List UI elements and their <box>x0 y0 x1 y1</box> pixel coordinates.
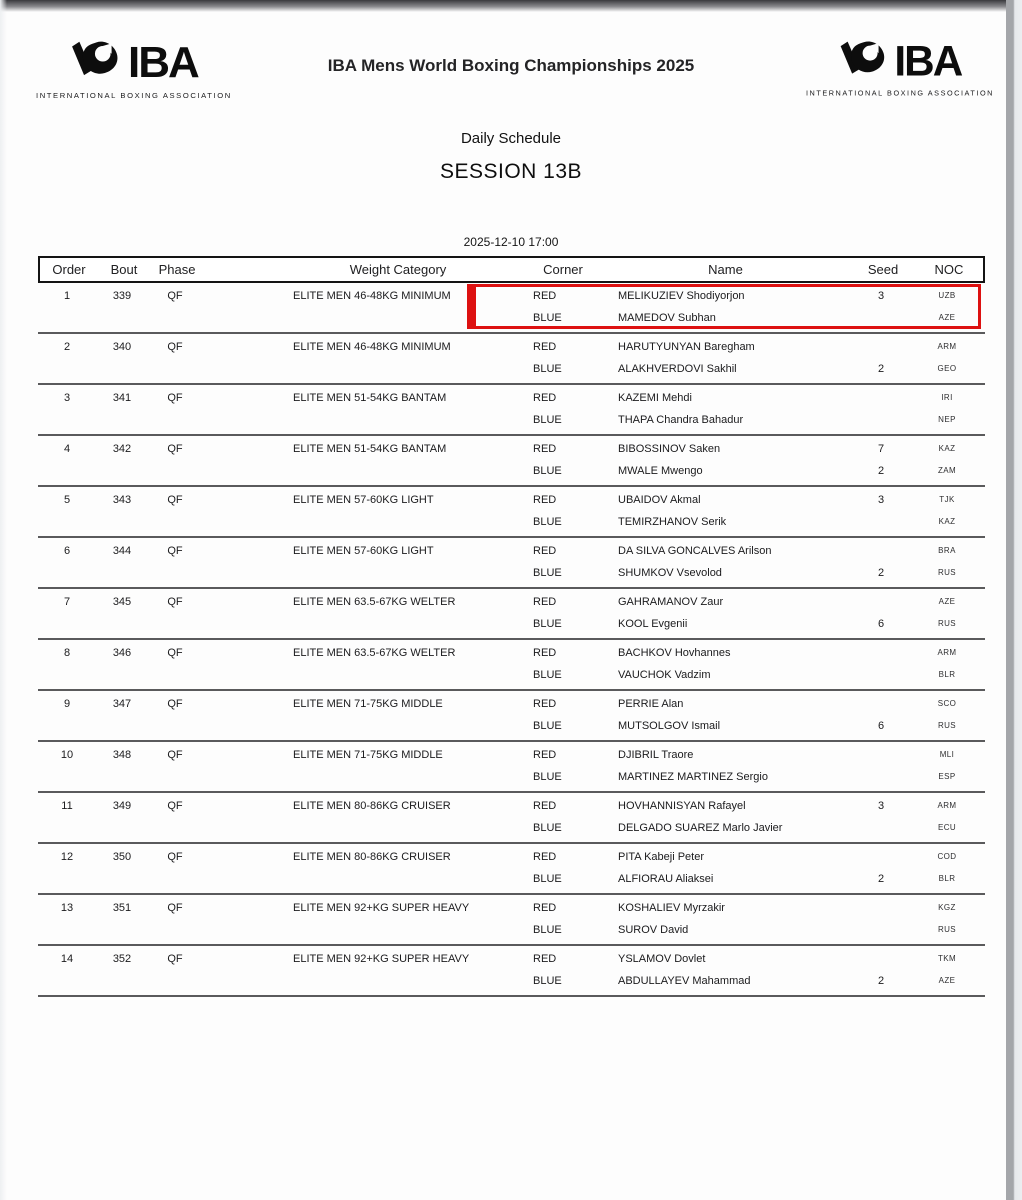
noc-blue: RUS <box>937 925 957 934</box>
corner-label-blue: BLUE <box>533 516 562 528</box>
boxing-glove-icon <box>70 38 122 87</box>
iba-logo-left <box>36 38 232 100</box>
seed-blue <box>851 818 911 838</box>
boxer-name-red: PERRIE Alan <box>618 698 684 710</box>
seed-blue: 6 <box>877 720 885 732</box>
corner-label-red: RED <box>533 800 557 812</box>
noc-red: KAZ <box>938 444 956 453</box>
table-row <box>38 334 985 385</box>
weight-category-cell: ELITE MEN 71-75KG MIDDLE <box>293 749 443 761</box>
phase-cell: QF <box>167 392 183 404</box>
boxer-name-blue: VAUCHOK Vadzim <box>618 669 711 681</box>
boxer-name-red: PITA Kabeji Peter <box>618 851 705 863</box>
red-corner-line <box>38 643 985 663</box>
blue-corner-line <box>38 614 985 634</box>
table-row <box>38 436 985 487</box>
phase-cell: QF <box>167 341 183 353</box>
weight-category-cell: ELITE MEN 51-54KG BANTAM <box>293 392 447 404</box>
seed-red <box>851 847 911 867</box>
order-cell: 2 <box>63 341 71 353</box>
corner-label-red: RED <box>533 341 557 353</box>
seed-red <box>851 592 911 612</box>
noc-red: COD <box>937 852 957 861</box>
order-cell: 1 <box>63 290 71 302</box>
column-header-seed: Seed <box>867 262 899 277</box>
corner-label-blue: BLUE <box>533 873 562 885</box>
order-cell: 8 <box>63 647 71 659</box>
noc-red: AZE <box>938 597 956 606</box>
blue-corner-line <box>38 971 985 991</box>
bout-number-cell: 345 <box>112 596 132 608</box>
blue-corner-line <box>38 461 985 481</box>
seed-blue <box>851 767 911 787</box>
phase-cell: QF <box>167 290 183 302</box>
bout-number-cell: 339 <box>112 290 132 302</box>
noc-red: TKM <box>937 954 957 963</box>
table-row <box>38 742 985 793</box>
corner-label-blue: BLUE <box>533 567 562 579</box>
boxer-name-red: GAHRAMANOV Zaur <box>618 596 724 608</box>
weight-category-cell: ELITE MEN 80-86KG CRUISER <box>293 851 451 863</box>
order-cell: 14 <box>60 953 74 965</box>
seed-red: 7 <box>877 443 885 455</box>
corner-label-red: RED <box>533 647 557 659</box>
red-corner-line <box>38 286 985 306</box>
phase-cell: QF <box>167 953 183 965</box>
noc-blue: KAZ <box>938 517 956 526</box>
weight-category-cell: ELITE MEN 63.5-67KG WELTER <box>293 596 456 608</box>
seed-blue: 2 <box>877 873 885 885</box>
column-header-corner: Corner <box>543 262 583 277</box>
bout-number-cell: 348 <box>112 749 132 761</box>
corner-label-red: RED <box>533 851 557 863</box>
table-row <box>38 487 985 538</box>
noc-red: MLI <box>939 750 955 759</box>
table-body <box>38 283 985 997</box>
bout-number-cell: 346 <box>112 647 132 659</box>
noc-blue: ECU <box>937 823 957 832</box>
order-cell: 7 <box>63 596 71 608</box>
corner-label-blue: BLUE <box>533 924 562 936</box>
red-corner-line <box>38 694 985 714</box>
phase-cell: QF <box>167 902 183 914</box>
boxer-name-red: HARUTYUNYAN Baregham <box>618 341 755 353</box>
noc-blue: RUS <box>937 619 957 628</box>
weight-category-cell: ELITE MEN 71-75KG MIDDLE <box>293 698 443 710</box>
noc-red: TJK <box>939 495 955 504</box>
corner-label-blue: BLUE <box>533 822 562 834</box>
blue-corner-line <box>38 410 985 430</box>
weight-category-cell: ELITE MEN 63.5-67KG WELTER <box>293 647 456 659</box>
corner-label-red: RED <box>533 545 557 557</box>
boxer-name-blue: TEMIRZHANOV Serik <box>618 516 727 528</box>
phase-cell: QF <box>167 749 183 761</box>
blue-corner-line <box>38 716 985 736</box>
phase-cell: QF <box>167 443 183 455</box>
noc-red: BRA <box>938 546 956 555</box>
seed-blue: 2 <box>877 975 885 987</box>
blue-corner-line <box>38 563 985 583</box>
weight-category-cell: ELITE MEN 80-86KG CRUISER <box>293 800 451 812</box>
boxer-name-blue: ABDULLAYEV Mahammad <box>618 975 751 987</box>
boxer-name-red: UBAIDOV Akmal <box>618 494 701 506</box>
weight-category-cell: ELITE MEN 46-48KG MINIMUM <box>293 290 451 302</box>
column-header-order: Order <box>52 262 86 277</box>
corner-label-blue: BLUE <box>533 414 562 426</box>
seed-red <box>851 541 911 561</box>
noc-blue: BLR <box>938 874 956 883</box>
bout-number-cell: 347 <box>112 698 132 710</box>
blue-corner-line <box>38 920 985 940</box>
document-subtitle: Daily Schedule <box>460 130 562 147</box>
column-header-noc: NOC <box>934 262 964 277</box>
noc-red: ARM <box>937 801 957 810</box>
column-header-phase: Phase <box>158 262 196 277</box>
weight-category-cell: ELITE MEN 92+KG SUPER HEAVY <box>293 902 470 914</box>
corner-label-red: RED <box>533 953 557 965</box>
boxer-name-red: BACHKOV Hovhannes <box>618 647 731 659</box>
order-cell: 12 <box>60 851 74 863</box>
blue-corner-line <box>38 359 985 379</box>
seed-blue <box>851 308 911 328</box>
corner-label-blue: BLUE <box>533 465 562 477</box>
logo-text: IBA <box>894 37 962 85</box>
table-row <box>38 691 985 742</box>
table-row <box>38 385 985 436</box>
blue-corner-line <box>38 818 985 838</box>
noc-red: UZB <box>938 291 956 300</box>
corner-label-red: RED <box>533 494 557 506</box>
order-cell: 11 <box>61 800 73 812</box>
phase-cell: QF <box>167 800 183 812</box>
boxer-name-red: BIBOSSINOV Saken <box>618 443 721 455</box>
seed-red <box>851 898 911 918</box>
noc-blue: GEO <box>937 364 957 373</box>
iba-logo-right <box>806 38 994 98</box>
order-cell: 3 <box>63 392 71 404</box>
red-corner-line <box>38 388 985 408</box>
seed-red: 3 <box>877 800 885 812</box>
table-header-row <box>38 256 985 283</box>
bout-number-cell: 344 <box>112 545 132 557</box>
corner-label-blue: BLUE <box>533 975 562 987</box>
table-row <box>38 283 985 334</box>
phase-cell: QF <box>167 494 183 506</box>
seed-blue <box>851 512 911 532</box>
blue-corner-line <box>38 308 985 328</box>
noc-red: ARM <box>937 648 957 657</box>
phase-cell: QF <box>167 647 183 659</box>
table-row <box>38 793 985 844</box>
boxer-name-blue: SHUMKOV Vsevolod <box>618 567 722 579</box>
seed-blue: 2 <box>877 567 885 579</box>
phase-cell: QF <box>167 698 183 710</box>
boxer-name-blue: ALAKHVERDOVI Sakhil <box>618 363 737 375</box>
red-corner-line <box>38 592 985 612</box>
bout-number-cell: 343 <box>112 494 132 506</box>
noc-blue: RUS <box>937 568 957 577</box>
seed-blue <box>851 665 911 685</box>
bout-number-cell: 349 <box>112 800 132 812</box>
boxer-name-red: DJIBRIL Traore <box>618 749 694 761</box>
boxer-name-blue: DELGADO SUAREZ Marlo Javier <box>618 822 783 834</box>
corner-label-red: RED <box>533 290 557 302</box>
boxer-name-blue: MARTINEZ MARTINEZ Sergio <box>618 771 768 783</box>
table-row <box>38 844 985 895</box>
bout-number-cell: 351 <box>112 902 132 914</box>
seed-red <box>851 337 911 357</box>
seed-red: 3 <box>877 290 885 302</box>
logo-subtext: INTERNATIONAL BOXING ASSOCIATION <box>36 91 232 100</box>
corner-label-red: RED <box>533 749 557 761</box>
corner-label-blue: BLUE <box>533 312 562 324</box>
weight-category-cell: ELITE MEN 57-60KG LIGHT <box>293 545 434 557</box>
seed-blue <box>851 410 911 430</box>
red-corner-line <box>38 490 985 510</box>
corner-label-blue: BLUE <box>533 363 562 375</box>
corner-label-blue: BLUE <box>533 669 562 681</box>
top-edge-shadow <box>0 0 1022 12</box>
boxer-name-red: YSLAMOV Dovlet <box>618 953 706 965</box>
order-cell: 10 <box>60 749 74 761</box>
seed-blue <box>851 920 911 940</box>
corner-label-red: RED <box>533 443 557 455</box>
corner-label-red: RED <box>533 596 557 608</box>
phase-cell: QF <box>167 596 183 608</box>
seed-blue: 2 <box>877 363 885 375</box>
seed-red <box>851 694 911 714</box>
bout-number-cell: 352 <box>112 953 132 965</box>
session-title: SESSION 13B <box>439 160 583 183</box>
logo-subtext: INTERNATIONAL BOXING ASSOCIATION <box>806 88 994 98</box>
red-corner-line <box>38 949 985 969</box>
corner-label-red: RED <box>533 698 557 710</box>
logo-text: IBA <box>128 37 198 87</box>
bout-number-cell: 342 <box>112 443 132 455</box>
column-header-weight-category: Weight Category <box>349 262 447 277</box>
table-row <box>38 640 985 691</box>
corner-label-red: RED <box>533 902 557 914</box>
boxer-name-blue: THAPA Chandra Bahadur <box>618 414 744 426</box>
schedule-table <box>38 256 985 997</box>
red-corner-line <box>38 337 985 357</box>
seed-red: 3 <box>877 494 885 506</box>
order-cell: 13 <box>60 902 74 914</box>
red-corner-line <box>38 898 985 918</box>
boxer-name-blue: KOOL Evgenii <box>618 618 688 630</box>
corner-label-blue: BLUE <box>533 618 562 630</box>
table-row <box>38 589 985 640</box>
boxer-name-blue: ALFIORAU Aliaksei <box>618 873 714 885</box>
corner-label-blue: BLUE <box>533 720 562 732</box>
order-cell: 9 <box>63 698 71 710</box>
seed-blue: 2 <box>877 465 885 477</box>
session-datetime: 2025-12-10 17:00 <box>463 235 559 249</box>
boxer-name-red: MELIKUZIEV Shodiyorjon <box>618 290 745 302</box>
noc-red: KGZ <box>938 903 956 912</box>
column-header-name: Name <box>708 262 743 277</box>
boxer-name-red: HOVHANNISYAN Rafayel <box>618 800 746 812</box>
weight-category-cell: ELITE MEN 46-48KG MINIMUM <box>293 341 451 353</box>
noc-red: SCO <box>937 699 957 708</box>
phase-cell: QF <box>167 851 183 863</box>
weight-category-cell: ELITE MEN 57-60KG LIGHT <box>293 494 434 506</box>
blue-corner-line <box>38 767 985 787</box>
bout-number-cell: 341 <box>112 392 132 404</box>
noc-blue: ESP <box>938 772 956 781</box>
seed-blue: 6 <box>877 618 885 630</box>
seed-red <box>851 949 911 969</box>
seed-red <box>851 643 911 663</box>
red-corner-line <box>38 796 985 816</box>
weight-category-cell: ELITE MEN 92+KG SUPER HEAVY <box>293 953 470 965</box>
corner-label-blue: BLUE <box>533 771 562 783</box>
seed-red <box>851 388 911 408</box>
masthead <box>0 30 1022 110</box>
order-cell: 6 <box>63 545 71 557</box>
noc-red: IRI <box>941 393 953 402</box>
seed-red <box>851 745 911 765</box>
noc-blue: ZAM <box>937 466 957 475</box>
boxer-name-red: KOSHALIEV Myrzakir <box>618 902 725 914</box>
blue-corner-line <box>38 869 985 889</box>
blue-corner-line <box>38 512 985 532</box>
noc-blue: AZE <box>938 313 956 322</box>
boxer-name-red: DA SILVA GONCALVES Arilson <box>618 545 772 557</box>
boxer-name-blue: MAMEDOV Subhan <box>618 312 716 324</box>
boxing-glove-icon <box>839 38 889 85</box>
boxer-name-blue: MWALE Mwengo <box>618 465 703 477</box>
noc-blue: BLR <box>938 670 956 679</box>
noc-blue: RUS <box>937 721 957 730</box>
event-title: IBA Mens World Boxing Championships 2025 <box>327 56 695 75</box>
table-row <box>38 538 985 589</box>
phase-cell: QF <box>167 545 183 557</box>
bout-number-cell: 340 <box>112 341 132 353</box>
column-header-bout: Bout <box>110 262 138 277</box>
boxer-name-red: KAZEMI Mehdi <box>618 392 692 404</box>
noc-blue: AZE <box>938 976 956 985</box>
red-corner-line <box>38 847 985 867</box>
table-row <box>38 946 985 997</box>
corner-label-red: RED <box>533 392 557 404</box>
boxer-name-blue: MUTSOLGOV Ismail <box>618 720 721 732</box>
order-cell: 5 <box>63 494 71 506</box>
bout-number-cell: 350 <box>112 851 132 863</box>
weight-category-cell: ELITE MEN 51-54KG BANTAM <box>293 443 447 455</box>
blue-corner-line <box>38 665 985 685</box>
red-corner-line <box>38 541 985 561</box>
noc-blue: NEP <box>938 415 956 424</box>
table-row <box>38 895 985 946</box>
boxer-name-blue: SUROV David <box>618 924 689 936</box>
order-cell: 4 <box>63 443 71 455</box>
red-corner-line <box>38 745 985 765</box>
noc-red: ARM <box>937 342 957 351</box>
red-corner-line <box>38 439 985 459</box>
